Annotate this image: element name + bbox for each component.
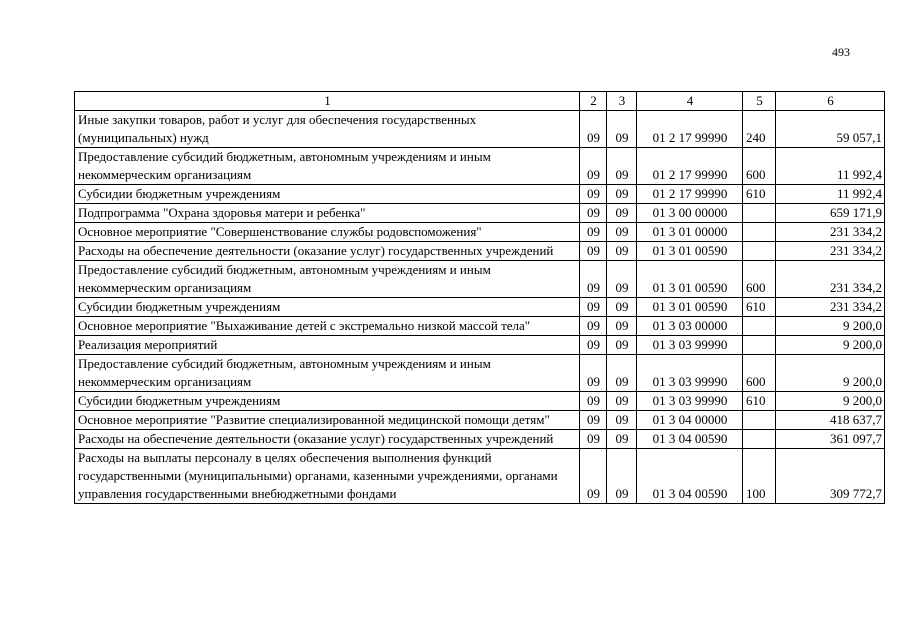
table-row (75, 336, 885, 355)
row-name: Основное мероприятие "Выхаживание детей с экстремально низкой массой тела" (75, 317, 580, 336)
table-row (75, 411, 885, 430)
row-expense-type: 610 (743, 392, 776, 411)
row-amount: 9 200,0 (776, 336, 885, 355)
header-col-1: 1 (75, 92, 580, 111)
row-subsection: 09 (607, 185, 637, 204)
row-subsection: 09 (607, 204, 637, 223)
row-subsection: 09 (607, 242, 637, 261)
row-target-code: 01 3 01 00590 (637, 261, 743, 298)
row-target-code: 01 3 03 99990 (637, 336, 743, 355)
row-expense-type (743, 242, 776, 261)
row-amount: 231 334,2 (776, 298, 885, 317)
row-subsection: 09 (607, 430, 637, 449)
row-name: Иные закупки товаров, работ и услуг для обеспечения государственных (муниципальных) нужд (75, 111, 580, 148)
row-amount: 418 637,7 (776, 411, 885, 430)
row-amount: 309 772,7 (776, 449, 885, 504)
table-row (75, 111, 885, 148)
row-subsection: 09 (607, 317, 637, 336)
row-name: Предоставление субсидий бюджетным, автономным учреждениям и иным некоммерческим организациям (75, 355, 580, 392)
budget-table (74, 91, 885, 504)
row-section: 09 (580, 336, 607, 355)
row-name: Основное мероприятие "Совершенствование службы родовспоможения" (75, 223, 580, 242)
row-name: Подпрограмма "Охрана здоровья матери и ребенка" (75, 204, 580, 223)
row-expense-type (743, 430, 776, 449)
row-subsection: 09 (607, 355, 637, 392)
row-section: 09 (580, 430, 607, 449)
table-row (75, 242, 885, 261)
row-subsection: 09 (607, 336, 637, 355)
row-section: 09 (580, 298, 607, 317)
table-row (75, 204, 885, 223)
row-expense-type (743, 411, 776, 430)
row-section: 09 (580, 204, 607, 223)
header-col-4: 4 (637, 92, 743, 111)
row-subsection: 09 (607, 449, 637, 504)
row-target-code: 01 3 04 00590 (637, 430, 743, 449)
row-name: Субсидии бюджетным учреждениям (75, 298, 580, 317)
row-target-code: 01 3 00 00000 (637, 204, 743, 223)
row-section: 09 (580, 449, 607, 504)
row-name: Субсидии бюджетным учреждениям (75, 185, 580, 204)
row-section: 09 (580, 185, 607, 204)
row-subsection: 09 (607, 298, 637, 317)
row-subsection: 09 (607, 261, 637, 298)
row-expense-type: 240 (743, 111, 776, 148)
header-col-2: 2 (580, 92, 607, 111)
row-section: 09 (580, 223, 607, 242)
row-amount: 59 057,1 (776, 111, 885, 148)
row-name: Основное мероприятие "Развитие специализированной медицинской помощи детям" (75, 411, 580, 430)
row-target-code: 01 3 04 00000 (637, 411, 743, 430)
row-section: 09 (580, 242, 607, 261)
table-row (75, 261, 885, 298)
row-expense-type (743, 317, 776, 336)
header-col-3: 3 (607, 92, 637, 111)
row-subsection: 09 (607, 392, 637, 411)
row-amount: 231 334,2 (776, 242, 885, 261)
row-subsection: 09 (607, 411, 637, 430)
row-target-code: 01 3 03 99990 (637, 392, 743, 411)
row-expense-type: 100 (743, 449, 776, 504)
table-row (75, 449, 885, 504)
row-amount: 231 334,2 (776, 223, 885, 242)
table-row (75, 185, 885, 204)
row-section: 09 (580, 392, 607, 411)
row-target-code: 01 3 04 00590 (637, 449, 743, 504)
row-subsection: 09 (607, 111, 637, 148)
row-amount: 11 992,4 (776, 148, 885, 185)
row-amount: 659 171,9 (776, 204, 885, 223)
table-row (75, 148, 885, 185)
row-name: Субсидии бюджетным учреждениям (75, 392, 580, 411)
row-subsection: 09 (607, 148, 637, 185)
row-target-code: 01 2 17 99990 (637, 148, 743, 185)
table-row (75, 355, 885, 392)
row-section: 09 (580, 148, 607, 185)
row-amount: 9 200,0 (776, 392, 885, 411)
page-number: 493 (832, 45, 850, 59)
row-expense-type: 600 (743, 355, 776, 392)
row-expense-type: 610 (743, 185, 776, 204)
row-section: 09 (580, 261, 607, 298)
row-expense-type (743, 223, 776, 242)
row-amount: 231 334,2 (776, 261, 885, 298)
row-name: Предоставление субсидий бюджетным, автономным учреждениям и иным некоммерческим организациям (75, 261, 580, 298)
row-name: Расходы на выплаты персоналу в целях обеспечения выполнения функций государственными (муниципальными) органами, казенными учреждениями, органами управления государственными внебюджетными фондами (75, 449, 580, 504)
row-subsection: 09 (607, 223, 637, 242)
table-header-row (75, 92, 885, 111)
row-section: 09 (580, 355, 607, 392)
row-name: Предоставление субсидий бюджетным, автономным учреждениям и иным некоммерческим организациям (75, 148, 580, 185)
row-target-code: 01 3 01 00000 (637, 223, 743, 242)
row-target-code: 01 2 17 99990 (637, 111, 743, 148)
row-expense-type: 610 (743, 298, 776, 317)
row-amount: 9 200,0 (776, 355, 885, 392)
table-row (75, 317, 885, 336)
row-expense-type: 600 (743, 148, 776, 185)
row-amount: 11 992,4 (776, 185, 885, 204)
row-name: Расходы на обеспечение деятельности (оказание услуг) государственных учреждений (75, 242, 580, 261)
row-section: 09 (580, 411, 607, 430)
row-amount: 361 097,7 (776, 430, 885, 449)
row-name: Расходы на обеспечение деятельности (оказание услуг) государственных учреждений (75, 430, 580, 449)
table-row (75, 298, 885, 317)
row-target-code: 01 3 03 99990 (637, 355, 743, 392)
row-expense-type (743, 204, 776, 223)
row-amount: 9 200,0 (776, 317, 885, 336)
row-section: 09 (580, 317, 607, 336)
row-name: Реализация мероприятий (75, 336, 580, 355)
table-row (75, 430, 885, 449)
row-section: 09 (580, 111, 607, 148)
table-row (75, 223, 885, 242)
row-expense-type (743, 336, 776, 355)
table-row (75, 392, 885, 411)
row-target-code: 01 3 03 00000 (637, 317, 743, 336)
header-col-5: 5 (743, 92, 776, 111)
row-target-code: 01 3 01 00590 (637, 242, 743, 261)
header-col-6: 6 (776, 92, 885, 111)
row-target-code: 01 2 17 99990 (637, 185, 743, 204)
row-target-code: 01 3 01 00590 (637, 298, 743, 317)
row-expense-type: 600 (743, 261, 776, 298)
